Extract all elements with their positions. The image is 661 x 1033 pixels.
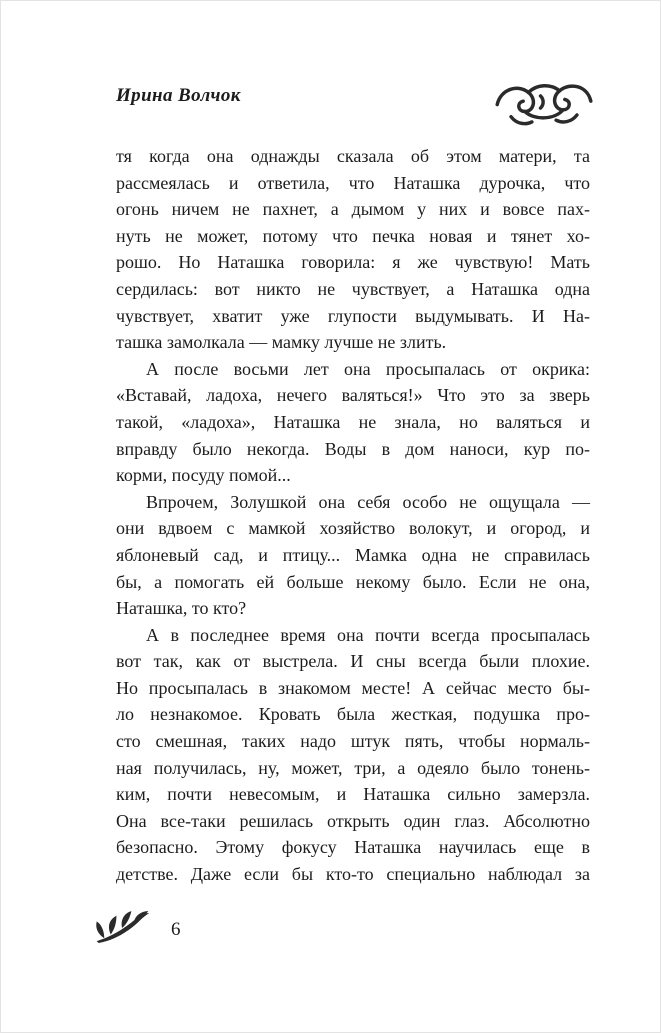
text-line: Но просыпалась в знакомом месте! А сейчас место бы- (116, 677, 590, 698)
text-line: сто смешная, таких надо штук пять, чтобы нормаль- (116, 731, 590, 752)
text-line: ло незнакомое. Кровать была жесткая, подушка про- (116, 704, 590, 725)
text-line: корми, посуду помой... (116, 465, 291, 486)
text-line: ташка замолкала — мамку лучше не злить. (116, 332, 447, 353)
text-line: нуть не может, потому что печка новая и тянет хо- (116, 225, 590, 246)
text-line: ная получилась, ну, может, три, а одеяло было тонень- (116, 757, 590, 778)
text-line: ким, почти невесомым, и Наташка сильно замерзла. (116, 784, 590, 805)
text-line: огонь ничем не пахнет, а дымом у них и вовсе пах- (116, 199, 590, 220)
page-text (116, 143, 590, 888)
text-line: бы, а помогать ей больше некому было. Если не она, (116, 571, 590, 592)
author-name: Ирина Волчок (116, 85, 241, 106)
page-footer (93, 907, 181, 952)
text-line: безопасно. Этому фокусу Наташка научилась еще в (116, 837, 590, 858)
text-line: тя когда она однажды сказала об этом матери, та (116, 146, 590, 166)
page-number: 6 (171, 918, 181, 940)
text-line: сердилась: вот никто не чувствует, а Наташка одна (116, 278, 590, 299)
text-line: А в последнее время она почти всегда просыпалась (146, 624, 590, 645)
text-line: вот так, как от выстрела. И сны всегда были плохие. (116, 651, 590, 672)
text-line: рошо. Но Наташка говорила: я же чувствую! Мать (116, 252, 590, 273)
text-line: яблоневый сад, и птицу... Мамка одна не справилась (116, 544, 590, 565)
text-line: «Вставай, ладоха, нечего валяться!» Что это за зверь (116, 385, 590, 406)
text-line: Впрочем, Золушкой она себя особо не ощущала — (146, 491, 590, 512)
text-line: Она все-таки решилась открыть один глаз. Абсолютно (116, 810, 590, 831)
text-line: такой, «ладоха», Наташка не знала, но валяться и (116, 411, 590, 432)
footer-flourish-icon (93, 907, 153, 952)
text-line: А после восьми лет она просыпалась от окрика: (146, 358, 590, 379)
text-line: они вдвоем с мамкой хозяйство волокут, и огород, и (116, 518, 590, 539)
text-line: детстве. Даже если бы кто-то специально наблюдал за (116, 864, 590, 885)
text-line: чувствует, хватит уже глупости выдумывать. И На- (116, 305, 590, 326)
page-header (116, 75, 590, 133)
text-line: вправду было некогда. Воды в дом наноси, кур по- (116, 438, 590, 459)
text-line: рассмеялась и ответила, что Наташка дурочка, что (116, 172, 590, 193)
header-ornament-icon (492, 75, 596, 134)
text-line: Наташка, то кто? (116, 598, 247, 619)
